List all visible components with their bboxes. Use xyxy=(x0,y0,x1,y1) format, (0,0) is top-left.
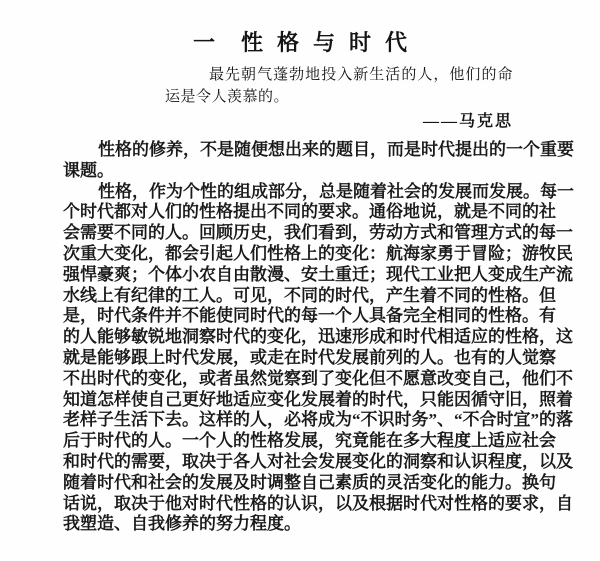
chapter-title xyxy=(0,26,600,57)
text-line: 后于时代的人。一个人的性格发展，究竟能在多大程度上适应社会 xyxy=(63,431,556,451)
text-line: 性格的修养，不是随便想出来的题目，而是时代提出的一个重要 xyxy=(98,140,574,159)
text-line: 性格，作为个性的组成部分，总是随着社会的发展而发展。每一 xyxy=(98,181,574,201)
text-line: 话说，取决于他对时代性格的认识，以及根据时代对性格的要求，自 xyxy=(63,493,573,513)
text-line: 随着时代和社会的发展及时调整自己素质的灵活变化的能力。换句 xyxy=(63,472,556,492)
text-line: 知道怎样使自己更好地适应变化发展着的时代，只能因循守旧，照着 xyxy=(63,389,573,409)
text-line: 次重大变化，都会引起人们性格上的变化：航海家勇于冒险；游牧民 xyxy=(63,243,573,263)
text-line: 课题。 xyxy=(63,160,114,180)
epigraph xyxy=(165,64,513,133)
text-line: 我塑造、自我修养的努力程度。 xyxy=(63,514,301,534)
text-line: 是，时代条件并不能使同时代的每一个人具备完全相同的性格。有 xyxy=(63,306,556,326)
text-line: 老样子生活下去。这样的人，必将成为“不识时务”、“不合时宜”的落 xyxy=(63,410,573,430)
text-line: 和时代的需要，取决于各人对社会发展变化的洞察和认识程度，以及 xyxy=(63,451,573,471)
text-line: 的人能够敏锐地洞察时代的变化，迅速形成和时代相适应的性格，这 xyxy=(63,327,573,347)
text-line: 强悍豪爽；个体小农自由散漫、安土重迁；现代工业把人变成生产流 xyxy=(63,264,573,284)
text-line: 不出时代的变化，或者虽然觉察到了变化但不愿意改变自己，他们不 xyxy=(63,368,573,388)
body-text xyxy=(63,140,574,535)
text-line: 会需要不同的人。回顾历史，我们看到，劳动方式和管理方式的每一 xyxy=(63,223,573,243)
chapter-number: 一 xyxy=(192,30,215,55)
epigraph-quote: 最先朝气蓬勃地投入新生活的人，他们的命运是令人羡慕的。 xyxy=(165,67,513,105)
text-line: 水线上有纪律的工人。可见，不同的时代，产生着不同的性格。但 xyxy=(63,285,556,305)
chapter-title-text: 性格与时代 xyxy=(241,30,422,55)
text-line: 就是能够跟上时代发展，或走在时代发展前列的人。也有的人觉察 xyxy=(63,347,556,367)
text-line: 个时代都对人们的性格提出不同的要求。通俗地说，就是不同的社 xyxy=(63,202,556,222)
epigraph-attribution: ——马克思 xyxy=(422,113,513,130)
